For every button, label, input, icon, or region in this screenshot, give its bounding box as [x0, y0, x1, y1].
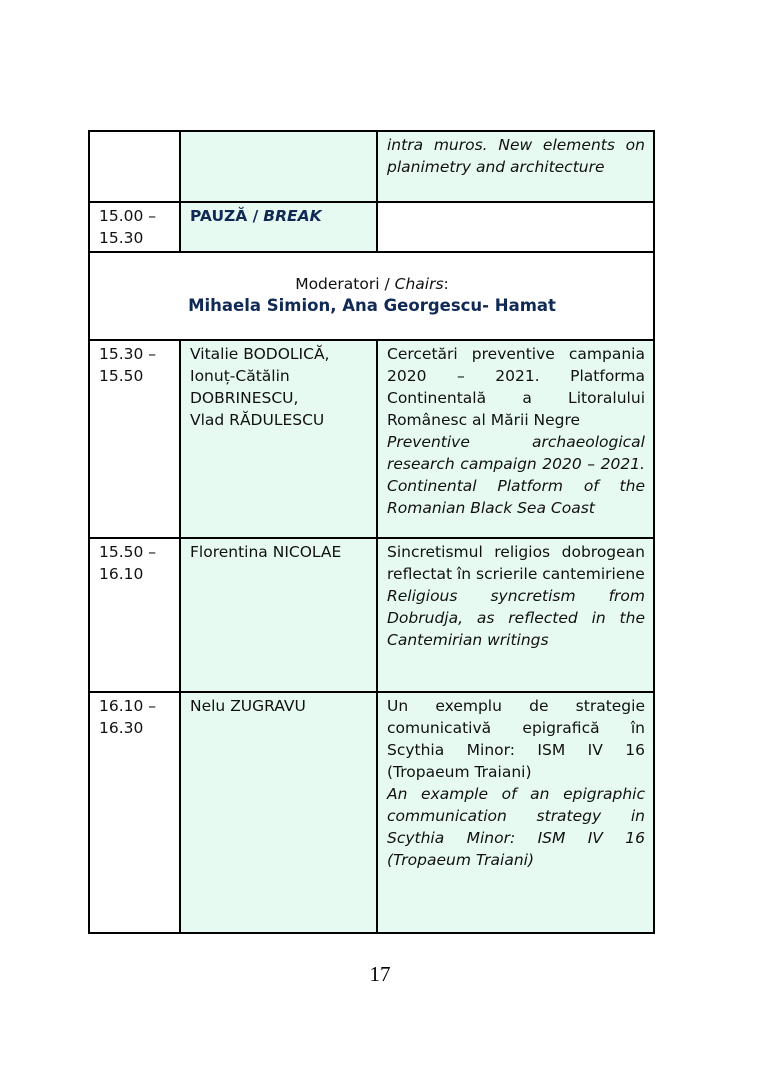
table-row — [89, 538, 654, 692]
title-en: An example of an epigraphic communication strategy in Scythia Minor: ISM IV 16 (Tropaeum Traiani) — [387, 785, 645, 869]
title-en: intra muros. New elements on planimetry and architecture — [387, 136, 645, 176]
author-name: Vlad RĂDULESCU — [190, 411, 325, 429]
break-label-ro: PAUZĂ / — [190, 207, 259, 225]
time-cell: 16.10 – 16.30 — [89, 692, 180, 933]
time-cell: 15.30 – 15.50 — [89, 340, 180, 538]
title-en: Preventive archaeological research campaign 2020 – 2021. Continental Platform of the Romanian Black Sea Coast — [387, 433, 645, 517]
title-ro: Sincretismul religios dobrogean reflectat în scrierile cantemiriene — [387, 543, 645, 583]
break-label-en: BREAK — [263, 207, 322, 225]
table-row — [89, 340, 654, 538]
moderators-cell — [89, 252, 654, 340]
time-cell: 15.50 – 16.10 — [89, 538, 180, 692]
title-cell — [377, 340, 654, 538]
table-row — [89, 131, 654, 202]
moderators-names: Mihaela Simion, Ana Georgescu- Hamat — [188, 296, 556, 315]
title-en: Religious syncretism from Dobrudja, as reflected in the Cantemirian writings — [387, 587, 645, 649]
title-ro: Un exemplu de strategie comunicativă epigrafică în Scythia Minor: ISM IV 16 (Tropaeum Traiani) — [387, 697, 645, 781]
break-row — [89, 202, 654, 252]
title-cell — [377, 692, 654, 933]
title-ro: Cercetări preventive campania 2020 – 2021. Platforma Continentală a Litoralului Românesc al Mării Negre — [387, 345, 645, 429]
author-cell: Florentina NICOLAE — [180, 538, 377, 692]
author-cell — [180, 340, 377, 538]
time-cell: 15.00 – 15.30 — [89, 202, 180, 252]
title-cell — [377, 538, 654, 692]
moderators-row — [89, 252, 654, 340]
page-number: 17 — [369, 962, 391, 986]
title-cell — [377, 131, 654, 202]
moderators-label: Moderatori / Chairs: — [295, 275, 449, 293]
author-cell: Nelu ZUGRAVU — [180, 692, 377, 933]
empty-cell — [377, 202, 654, 252]
program-table — [88, 130, 655, 934]
author-name: Ionuț-Cătălin DOBRINESCU, — [190, 367, 299, 407]
break-label-cell — [180, 202, 377, 252]
table-row — [89, 692, 654, 933]
author-cell — [180, 131, 377, 202]
author-name: Vitalie BODOLICĂ, — [190, 345, 330, 363]
time-cell — [89, 131, 180, 202]
